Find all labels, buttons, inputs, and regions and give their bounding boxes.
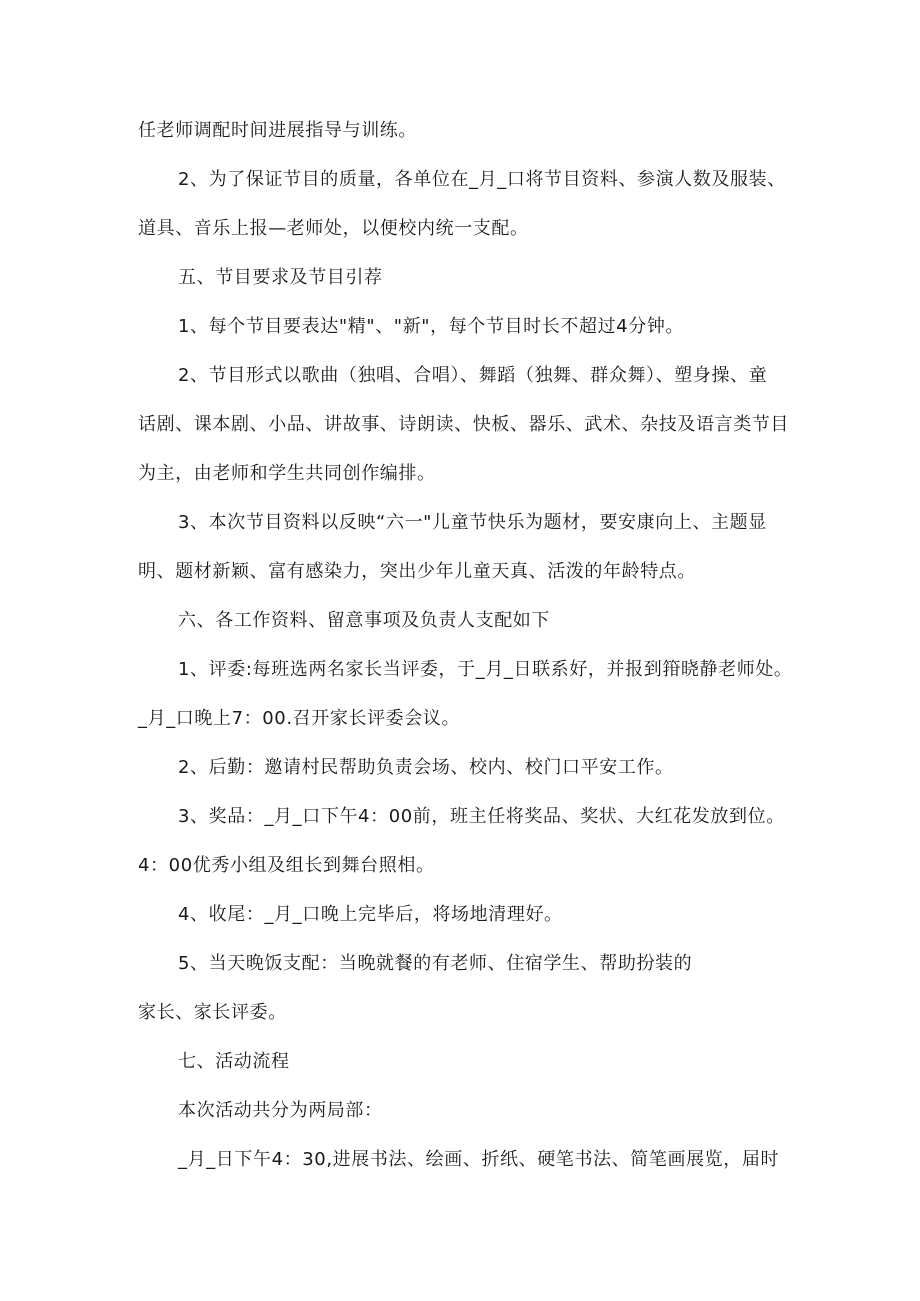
paragraph-line: 2、为了保证节目的质量，各单位在_月_口将节目资料、参演人数及服装、: [178, 169, 786, 190]
section-heading: 七、活动流程: [178, 1051, 290, 1072]
paragraph-line: 道具、音乐上报—老师处，以便校内统一支配。: [138, 218, 529, 239]
paragraph-line: 为主，由老师和学生共同创作编排。: [138, 463, 436, 484]
paragraph-line: 话剧、课本剧、小品、讲故事、诗朗读、快板、器乐、武术、杂技及语言类节目: [138, 414, 789, 435]
paragraph-line: 1、每个节目要表达"精"、"新"，每个节目时长不超过4分钟。: [178, 316, 685, 337]
paragraph-line: 明、题材新颖、富有感染力，突出少年儿童天真、活泼的年龄特点。: [138, 561, 696, 582]
paragraph-line: _月_口晚上7：00.召开家长评委会议。: [138, 708, 461, 729]
paragraph-line: 1、评委:每班选两名家长当评委，于_月_日联系好，并报到箝晓静老师处。: [178, 659, 793, 680]
paragraph-line: 本次活动共分为两局部：: [178, 1100, 383, 1121]
paragraph-line: 3、奖品：_月_口下午4：00前，班主任将奖品、奖状、大红花发放到位。: [178, 806, 785, 827]
paragraph-line: 2、后勤：邀请村民帮助负责会场、校内、校门口平安工作。: [178, 757, 674, 778]
section-heading: 五、节目要求及节目引荐: [178, 267, 383, 288]
paragraph-line: 4、收尾：_月_口晚上完毕后，将场地清理好。: [178, 904, 563, 925]
paragraph-line: _月_日下午4：30,进展书法、绘画、折纸、硬笔书法、简笔画展览，届时: [178, 1149, 780, 1170]
paragraph-line: 家长、家长评委。: [138, 1002, 287, 1023]
paragraph-line: 任老师调配时间进展指导与训练。: [138, 120, 417, 141]
section-heading: 六、各工作资料、留意事项及负责人支配如下: [178, 610, 550, 631]
paragraph-line: 2、节目形式以歌曲（独唱、合唱）、舞蹈（独舞、群众舞）、塑身操、童: [178, 365, 768, 386]
paragraph-line: 3、本次节目资料以反映“六一"儿童节快乐为题材，要安康向上、主题显: [178, 512, 767, 533]
paragraph-line: 5、当天晚饭支配：当晚就餐的有老师、住宿学生、帮助扮装的: [178, 953, 693, 974]
paragraph-line: 4：00优秀小组及组长到舞台照相。: [138, 855, 435, 876]
